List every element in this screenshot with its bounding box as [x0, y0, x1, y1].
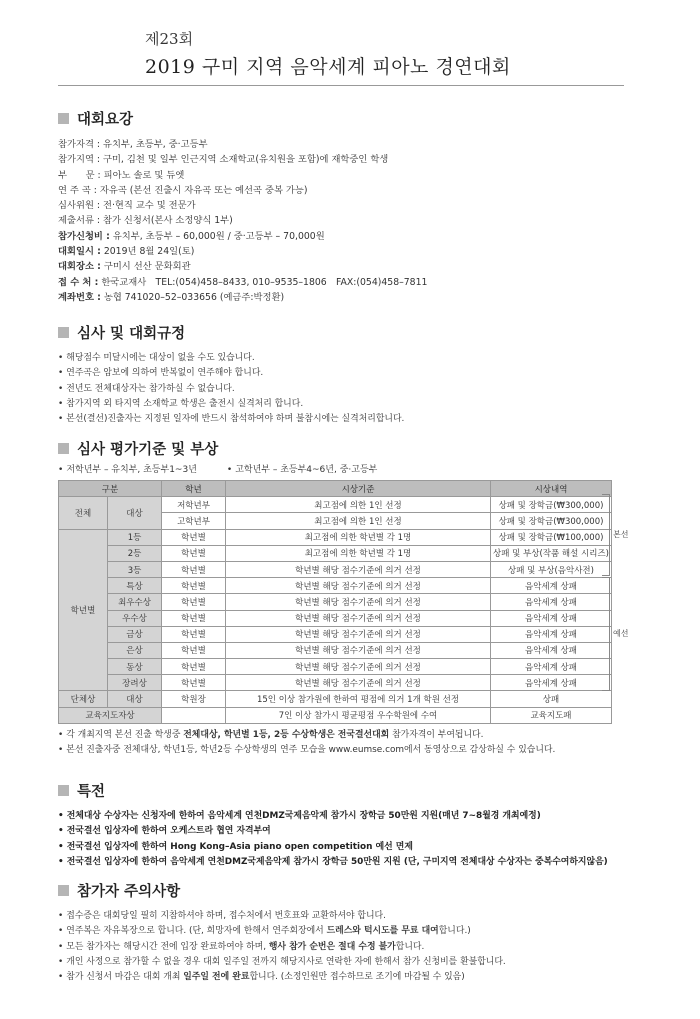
table-row: [59, 691, 612, 707]
document-header: [145, 28, 511, 79]
rules-section: [58, 322, 648, 427]
header-grade: 학년: [162, 481, 226, 497]
award-cell: 음악세계 상패: [491, 594, 612, 610]
note-item: • 참가 신청서 마감은 대회 개최 일주일 전에 완료합니다. (소정인원만 접수하므로 조기에 마감될 수 있음): [58, 970, 648, 985]
section-square-icon: [58, 327, 69, 338]
award-cell: 상패 및 장학금(₩300,000): [491, 497, 612, 513]
group-cell: 전체: [59, 497, 108, 529]
award-cell: 음악세계 상패: [491, 659, 612, 675]
notes-heading: [58, 880, 648, 901]
rank-cell: 동상: [108, 659, 162, 675]
criteria-cell: 학년별 해당 점수기준에 의거 선정: [226, 561, 491, 577]
notes-section: [58, 880, 648, 985]
criteria-cell: 학년별 해당 점수기준에 의거 선정: [226, 626, 491, 642]
rules-title: 심사 및 대회규정: [77, 326, 186, 342]
rank-cell: 최우수상: [108, 594, 162, 610]
criteria-cell: 학년별 해당 점수기준에 의거 선정: [226, 594, 491, 610]
final-bracket: [602, 494, 610, 576]
overview-line: 제출서류 : 참가 신청서(본사 소정양식 1부): [58, 215, 233, 227]
rank-cell: 2등: [108, 545, 162, 561]
overview-line: 대회장소 : 구미시 선산 문화회관: [58, 261, 191, 273]
grade-cell: 학년별: [162, 675, 226, 691]
group-cell: 학년별: [59, 529, 108, 691]
overview-line: 계좌번호 : 농협 741020–52–033656 (예금주:박정환): [58, 291, 285, 303]
criteria-cell: 학년별 해당 점수기준에 의거 선정: [226, 610, 491, 626]
overview-line: 접 수 처 : 한국교재사 TEL:(054)458–8433, 010–9535–1806 FAX:(054)458–7811: [58, 276, 428, 288]
overview-title: 대회요강: [77, 112, 134, 128]
criteria-cell: 최고점에 의한 학년별 각 1명: [226, 529, 491, 545]
overview-heading: [58, 108, 648, 129]
grade-cell: 학년별: [162, 610, 226, 626]
rule-item: • 참가지역 외 타지역 소재학교 학생은 출전시 실격처리 합니다.: [58, 397, 648, 412]
award-cell: 상패 및 장학금(₩100,000): [491, 529, 612, 545]
high-division-note: • 고학년부 – 초등부4~6년, 중·고등부: [227, 463, 377, 478]
rule-item: • 본선(결선)진출자는 지정된 일자에 반드시 참석하여야 하며 불참시에는 실격처리합니다.: [58, 412, 648, 427]
table-row: [59, 594, 612, 610]
rule-item: • 해당점수 미달시에는 대상이 없을 수도 있습니다.: [58, 351, 648, 366]
criteria-cell: 학년별 해당 점수기준에 의거 선정: [226, 642, 491, 658]
grade-cell: 학년별: [162, 594, 226, 610]
table-row: [59, 497, 612, 513]
criteria-cell: 최고점에 의한 학년별 각 1명: [226, 545, 491, 561]
rule-item: • 전년도 전체대상자는 참가하실 수 없습니다.: [58, 382, 648, 397]
header-award: 시상내역: [491, 481, 612, 497]
criteria-cell: 학년별 해당 점수기준에 의거 선정: [226, 659, 491, 675]
rank-cell: 1등: [108, 529, 162, 545]
award-cell: 교육지도패: [491, 707, 612, 723]
header-criteria: 시상기준: [226, 481, 491, 497]
low-division-note: • 저학년부 – 유치부, 초등부1~3년: [58, 463, 197, 478]
overview-list: [58, 137, 648, 305]
rule-item: • 연주곡은 암보에 의하여 반복없이 연주해야 합니다.: [58, 366, 648, 381]
section-square-icon: [58, 785, 69, 796]
overview-line: 심사위원 : 전·현직 교수 및 전문가: [58, 200, 196, 212]
criteria-section: [58, 438, 648, 758]
criteria-heading: [58, 438, 648, 459]
overview-line: 연 주 곡 : 자유곡 (본선 진출시 자유곡 또는 예선곡 중복 가능): [58, 184, 308, 196]
table-row: [59, 610, 612, 626]
award-cell: 상패 및 부상(음악사전): [491, 561, 612, 577]
grade-cell: 학년별: [162, 529, 226, 545]
criteria-cell: 15인 이상 참가원에 한하여 평점에 의거 1개 학원 선정: [226, 691, 491, 707]
rank-cell: 장려상: [108, 675, 162, 691]
grade-cell: 학년별: [162, 545, 226, 561]
award-cell: 상패: [491, 691, 612, 707]
grade-cell: 저학년부: [162, 497, 226, 513]
table-row: [59, 578, 612, 594]
grade-cell: 학년별: [162, 578, 226, 594]
edition-label: 제23회: [145, 30, 194, 48]
rules-heading: [58, 322, 648, 343]
section-square-icon: [58, 443, 69, 454]
table-row: [59, 545, 612, 561]
note-item: • 연주복은 자유복장으로 합니다. (단, 희망자에 한해서 연주회장에서 드레스와 턱시도를 무료 대여합니다.): [58, 924, 648, 939]
award-cell: 상패 및 부상(작품 해설 시리즈): [491, 545, 612, 561]
division-notes: [58, 463, 648, 478]
page-title: 2019 구미 지역 음악세계 피아노 경연대회: [145, 56, 511, 78]
rank-cell: 은상: [108, 642, 162, 658]
benefits-list: [58, 809, 648, 870]
table-header-row: [59, 481, 612, 497]
rules-list: [58, 351, 648, 427]
overview-line: 참가자격 : 유치부, 초등부, 중·고등부: [58, 139, 208, 150]
benefit-item: • 전국결선 입상자에 한하여 음악세계 연천DMZ국제음악제 참가시 장학금 50만원 지원 (단, 구미지역 전체대상 수상자는 중복수여하지않음): [58, 855, 648, 870]
section-square-icon: [58, 885, 69, 896]
benefit-item: • 전체대상 수상자는 신청자에 한하여 음악세계 연천DMZ국제음악제 참가시 장학금 50만원 지원(매년 7~8월경 개최예정): [58, 809, 648, 824]
table-row: [59, 707, 612, 723]
rank-cell: 금상: [108, 626, 162, 642]
group-cell: 교육지도자상: [59, 707, 162, 723]
header-category: 구분: [59, 481, 162, 497]
empty-cell: [162, 707, 226, 723]
rank-cell: 대상: [108, 691, 162, 707]
criteria-title: 심사 평가기준 및 부상: [77, 442, 219, 458]
criteria-cell: 최고점에 의한 1인 선정: [226, 497, 491, 513]
final-bracket-label: 본선: [613, 530, 629, 539]
rank-cell: 대상: [108, 497, 162, 529]
table-row: [59, 561, 612, 577]
benefit-item: • 전국결선 입상자에 한하여 Hong Kong–Asia piano open competition 예선 면제: [58, 840, 648, 855]
criteria-cell: 학년별 해당 점수기준에 의거 선정: [226, 578, 491, 594]
benefits-heading: [58, 780, 648, 801]
award-table: [58, 480, 612, 724]
grade-cell: 학년별: [162, 626, 226, 642]
grade-cell: 학년별: [162, 659, 226, 675]
rank-cell: 특상: [108, 578, 162, 594]
award-cell: 음악세계 상패: [491, 626, 612, 642]
criteria-cell: 7인 이상 참가시 평균평점 우수학원에 수여: [226, 707, 491, 723]
table-row: [59, 529, 612, 545]
section-square-icon: [58, 113, 69, 124]
grade-cell: 학원장: [162, 691, 226, 707]
table-row: [59, 626, 612, 642]
grade-cell: 고학년부: [162, 513, 226, 529]
overview-line: 부 문 : 피아노 솔로 및 듀엣: [58, 169, 185, 181]
award-cell: 음악세계 상패: [491, 675, 612, 691]
rank-cell: 3등: [108, 561, 162, 577]
prelim-bracket: [602, 577, 610, 691]
prelim-bracket-label: 예선: [613, 629, 629, 638]
table-row: [59, 659, 612, 675]
award-cell: 상패 및 장학금(₩300,000): [491, 513, 612, 529]
grade-cell: 학년별: [162, 561, 226, 577]
award-cell: 음악세계 상패: [491, 642, 612, 658]
benefits-title: 특전: [77, 784, 106, 800]
award-cell: 음악세계 상패: [491, 610, 612, 626]
group-cell: 단체상: [59, 691, 108, 707]
rank-cell: 우수상: [108, 610, 162, 626]
benefits-section: [58, 780, 648, 870]
grade-cell: 학년별: [162, 642, 226, 658]
title-divider: [58, 85, 624, 86]
overview-section: [58, 108, 648, 305]
table-row: [59, 675, 612, 691]
criteria-cell: 최고점에 의한 1인 선정: [226, 513, 491, 529]
notes-title: 참가자 주의사항: [77, 884, 181, 900]
criteria-cell: 학년별 해당 점수기준에 의거 선정: [226, 675, 491, 691]
overview-line: 참가신청비 : 유치부, 초등부 – 60,000원 / 중·고등부 – 70,000원: [58, 230, 325, 242]
overview-line: 대회일시 : 2019년 8월 24일(토): [58, 246, 195, 258]
note-item: • 모든 참가자는 해당시간 전에 입장 완료하여야 하며, 행사 참가 순번은 절대 수정 불가합니다.: [58, 940, 648, 955]
overview-line: 참가지역 : 구미, 김천 및 일부 인근지역 소재학교(유치원을 포함)에 재학중인 학생: [58, 154, 389, 166]
table-row: [59, 642, 612, 658]
note-item: • 개인 사정으로 참가할 수 없을 경우 대회 일주일 전까지 해당지사로 연락한 자에 한해서 참가 신청비를 환불합니다.: [58, 955, 648, 970]
footnote-2: • 본선 진출자중 전체대상, 학년1등, 학년2등 수상학생의 연주 모습을 www.eumse.com에서 동영상으로 감상하실 수 있습니다.: [58, 743, 648, 758]
benefit-item: • 전국결선 입상자에 한하여 오케스트라 협연 자격부여: [58, 824, 648, 839]
award-cell: 음악세계 상패: [491, 578, 612, 594]
footnote-1: • 각 개최지역 본선 진출 학생중 전체대상, 학년별 1등, 2등 수상학생은 전국결선대회 참가자격이 부여됩니다.: [58, 728, 648, 743]
note-item: • 접수증은 대회당일 필히 지참하셔야 하며, 접수처에서 번호표와 교환하셔야 합니다.: [58, 909, 648, 924]
